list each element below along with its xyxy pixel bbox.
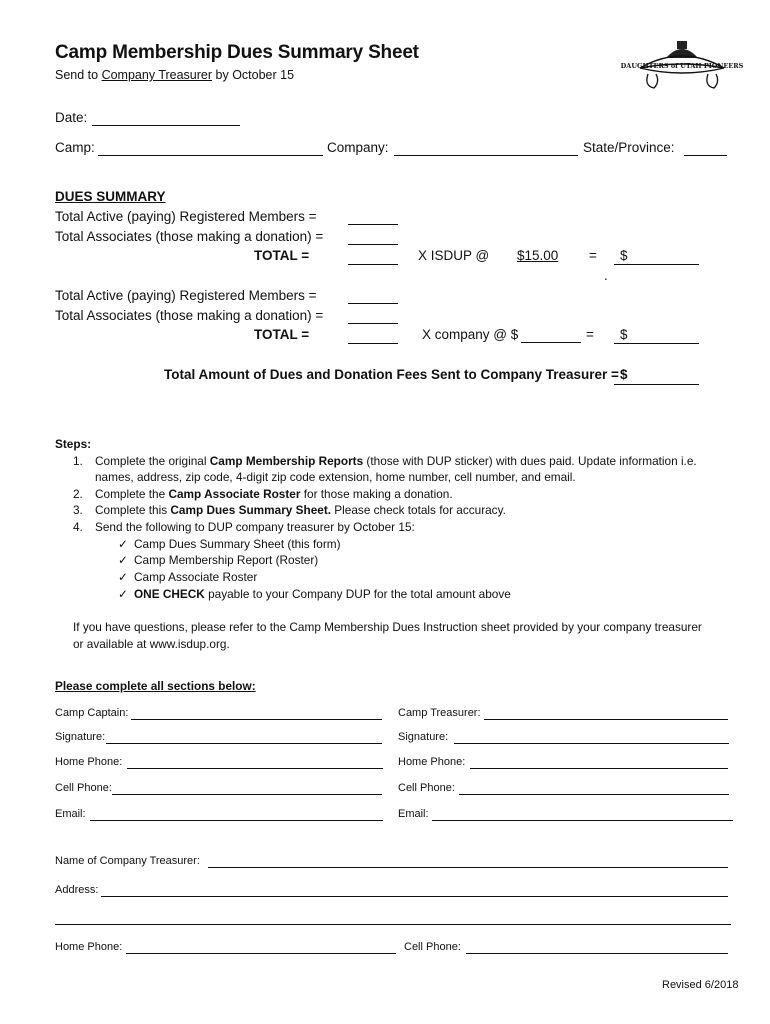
total-label-2: TOTAL = (254, 327, 310, 342)
captain-email-field[interactable] (90, 820, 383, 821)
treasurer-cell-phone-label: Cell Phone: (398, 782, 455, 794)
step-3-number: 3. (73, 503, 83, 517)
active-members-field[interactable] (348, 224, 398, 225)
company-rate-label: X company @ $ (422, 327, 519, 342)
step-1-text-cont: names, address, zip code, 4-digit zip code extension, home number, cell number, and email. (95, 470, 576, 484)
step-4-text: Send the following to DUP company treasurer by October 15: (95, 520, 415, 534)
associates-label-2: Total Associates (those making a donation) = (55, 308, 324, 323)
camp-field[interactable] (98, 155, 323, 156)
checklist-item-3-label: Camp Associate Roster (134, 570, 258, 584)
questions-text-cont: or available at www.isdup.org. (73, 637, 230, 651)
step-3-a: Complete this (95, 503, 171, 517)
treasurer-email-field[interactable] (432, 820, 733, 821)
captain-email-label: Email: (55, 808, 86, 820)
page-subtitle (55, 68, 294, 82)
grand-total-field[interactable] (614, 384, 699, 385)
date-label: Date: (55, 110, 88, 125)
checklist-item-1-label: Camp Dues Summary Sheet (this form) (134, 537, 341, 551)
isdup-rate-amount: $15.00 (517, 248, 559, 263)
check-icon: ✓ (118, 537, 128, 551)
camp-captain-field[interactable] (131, 719, 382, 720)
camp-treasurer-label: Camp Treasurer: (398, 707, 481, 719)
contacts-heading: Please complete all sections below: (55, 679, 256, 693)
step-1-number: 1. (73, 454, 83, 468)
company-cell-phone-label: Cell Phone: (404, 941, 461, 953)
step-1-c: (those with DUP sticker) with dues paid. Update information i.e. (363, 454, 697, 468)
step-2-a: Complete the (95, 487, 169, 501)
camp-captain-label: Camp Captain: (55, 707, 129, 719)
isdup-equals: = (589, 248, 597, 263)
checklist-item-2-label: Camp Membership Report (Roster) (134, 553, 319, 567)
steps-heading: Steps: (55, 437, 92, 451)
captain-home-phone-field[interactable] (127, 768, 383, 769)
treasurer-signature-field[interactable] (454, 743, 729, 744)
check-icon: ✓ (118, 587, 128, 601)
company-equals: = (586, 327, 594, 342)
dup-logo-icon (620, 38, 744, 94)
dues-heading: DUES SUMMARY (55, 189, 166, 204)
company-home-phone-field[interactable] (126, 953, 396, 954)
page-title: Camp Membership Dues Summary Sheet (55, 42, 419, 63)
company-field[interactable] (394, 155, 578, 156)
camp-treasurer-field[interactable] (484, 719, 728, 720)
treasurer-email-label: Email: (398, 808, 429, 820)
company-treasurer-label: Name of Company Treasurer: (55, 855, 200, 867)
captain-home-phone-label: Home Phone: (55, 756, 123, 768)
total-field[interactable] (348, 264, 398, 265)
captain-signature-field[interactable] (106, 743, 382, 744)
isdup-dollar: $ (620, 248, 628, 263)
questions-text: If you have questions, please refer to the Camp Membership Dues Instruction sheet provided by your company treasurer (73, 620, 702, 634)
subtitle-prefix: Send to (55, 68, 102, 82)
logo-text: DAUGHTERS of UTAH PIONEERS (620, 62, 744, 70)
total-field-2[interactable] (348, 343, 398, 344)
captain-cell-phone-field[interactable] (112, 794, 382, 795)
step-1-text (95, 454, 697, 468)
step-3-text (95, 503, 506, 517)
treasurer-home-phone-field[interactable] (470, 768, 728, 769)
captain-cell-phone-label: Cell Phone: (55, 782, 112, 794)
step-3-b: Camp Dues Summary Sheet. (170, 503, 332, 517)
step-2-b: Camp Associate Roster (168, 487, 301, 501)
stray-dot: . (604, 268, 608, 283)
check-icon: ✓ (118, 553, 128, 567)
treasurer-cell-phone-field[interactable] (459, 794, 729, 795)
isdup-total-field[interactable] (614, 264, 699, 265)
camp-label: Camp: (55, 140, 95, 155)
company-cell-phone-field[interactable] (466, 953, 728, 954)
step-2-number: 2. (73, 487, 83, 501)
date-field[interactable] (92, 125, 240, 126)
active-members-label: Total Active (paying) Registered Members = (55, 209, 317, 224)
company-treasurer-field[interactable] (208, 867, 728, 868)
step-3-c: Please check totals for accuracy. (331, 503, 506, 517)
step-1-a: Complete the original (95, 454, 210, 468)
total-label: TOTAL = (254, 248, 310, 263)
step-1-b: Camp Membership Reports (209, 454, 364, 468)
address-label: Address: (55, 884, 99, 896)
address-field-line-2[interactable] (55, 924, 731, 925)
grand-total-label: Total Amount of Dues and Donation Fees Sent to Company Treasurer = (164, 367, 619, 382)
active-members-field-2[interactable] (348, 303, 398, 304)
checklist-item-3 (118, 570, 257, 584)
check-icon: ✓ (118, 570, 128, 584)
step-2-text (95, 487, 453, 501)
treasurer-home-phone-label: Home Phone: (398, 756, 466, 768)
company-total-field[interactable] (614, 343, 699, 344)
company-home-phone-label: Home Phone: (55, 941, 123, 953)
revised-date: Revised 6/2018 (662, 979, 739, 991)
checklist-item-4-label: payable to your Company DUP for the total amount above (204, 587, 511, 601)
company-dollar: $ (620, 327, 628, 342)
step-4-number: 4. (73, 520, 83, 534)
company-rate-field[interactable] (521, 342, 581, 343)
company-label: Company: (327, 140, 389, 155)
subtitle-recipient: Company Treasurer (101, 68, 213, 82)
address-field[interactable] (101, 896, 728, 897)
subtitle-suffix: by October 15 (212, 68, 295, 82)
associates-field[interactable] (348, 244, 398, 245)
isdup-rate-label: X ISDUP @ (418, 248, 490, 263)
state-field[interactable] (684, 155, 727, 156)
active-members-label-2: Total Active (paying) Registered Members = (55, 288, 317, 303)
checklist-item-4 (118, 587, 511, 601)
treasurer-signature-label: Signature: (398, 731, 449, 743)
captain-signature-label: Signature: (55, 731, 106, 743)
checklist-item-4-bold: ONE CHECK (134, 587, 205, 601)
checklist-item-2 (118, 553, 318, 567)
associates-label: Total Associates (those making a donation) = (55, 229, 324, 244)
grand-total-dollar: $ (620, 367, 628, 382)
associates-field-2[interactable] (348, 323, 398, 324)
checklist-item-1 (118, 537, 341, 551)
state-label: State/Province: (583, 140, 675, 155)
step-2-c: for those making a donation. (300, 487, 453, 501)
